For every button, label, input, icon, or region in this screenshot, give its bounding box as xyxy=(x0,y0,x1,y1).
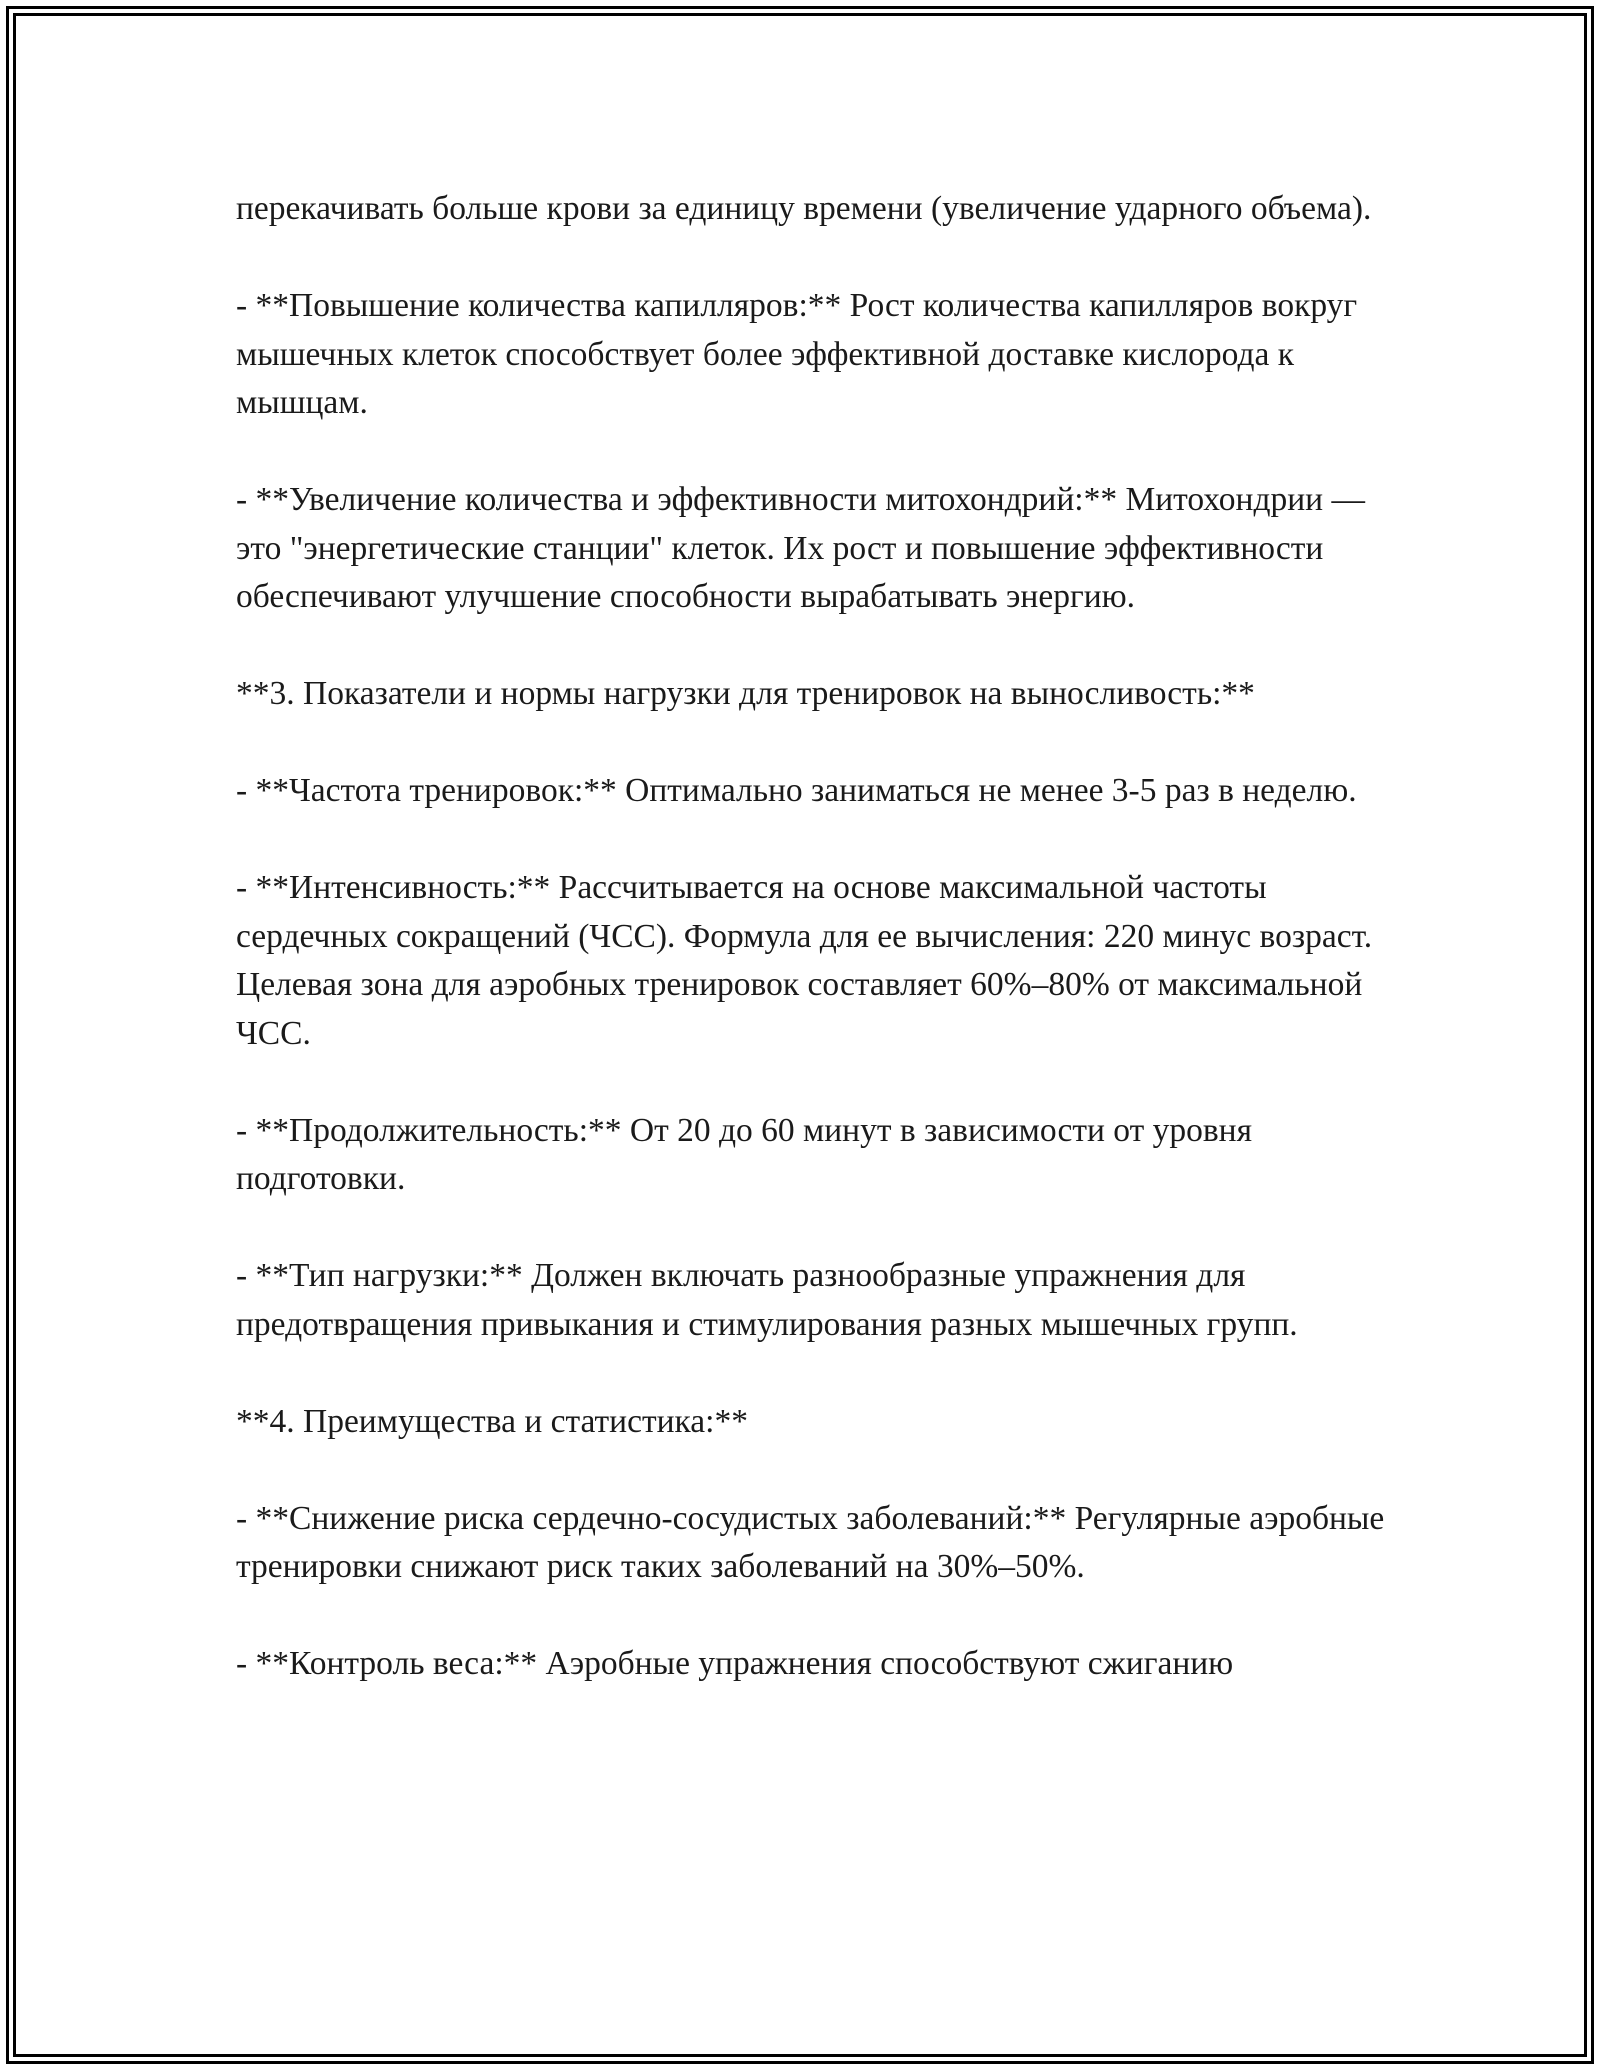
paragraph-capillaries: - **Повышение количества капилляров:** Рост количества капилляров вокруг мышечных клеток способствует более эффективной доставке кислорода к мышцам. xyxy=(236,287,1358,421)
section-heading-load-norms: **3. Показатели и нормы нагрузки для тренировок на выносливость:** xyxy=(236,675,1255,712)
paragraph-stroke-volume: перекачивать больше крови за единицу времени (увеличение ударного объема). xyxy=(236,190,1372,227)
paragraph-intensity: - **Интенсивность:** Рассчитывается на основе максимальной частоты сердечных сокращений (ЧСС). Формула для ее вычисления: 220 минус возраст. Целевая зона для аэробных тренировок составляет 60%–80% от максимальной ЧСС. xyxy=(236,869,1373,1052)
paragraph-weight-control: - **Контроль веса:** Аэробные упражнения способствуют сжиганию xyxy=(236,1645,1234,1682)
paragraph-load-type: - **Тип нагрузки:** Должен включать разнообразные упражнения для предотвращения привыкания и стимулирования разных мышечных групп. xyxy=(236,1257,1298,1343)
section-heading-benefits: **4. Преимущества и статистика:** xyxy=(236,1402,748,1440)
document-body xyxy=(236,185,1396,1737)
paragraph-cardio-risk: - **Снижение риска сердечно-сосудистых заболеваний:** Регулярные аэробные тренировки снижают риск таких заболеваний на 30%–50%. xyxy=(236,1499,1385,1585)
paragraph-mitochondria: - **Увеличение количества и эффективности митохондрий:** Митохондрии — это "энергетические станции" клеток. Их рост и повышение эффективности обеспечивают улучшение способности вырабатывать энергию. xyxy=(236,481,1365,615)
paragraph-frequency: - **Частота тренировок:** Оптимально заниматься не менее 3-5 раз в неделю. xyxy=(236,772,1357,809)
paragraph-duration: - **Продолжительность:** От 20 до 60 минут в зависимости от уровня подготовки. xyxy=(236,1111,1252,1197)
